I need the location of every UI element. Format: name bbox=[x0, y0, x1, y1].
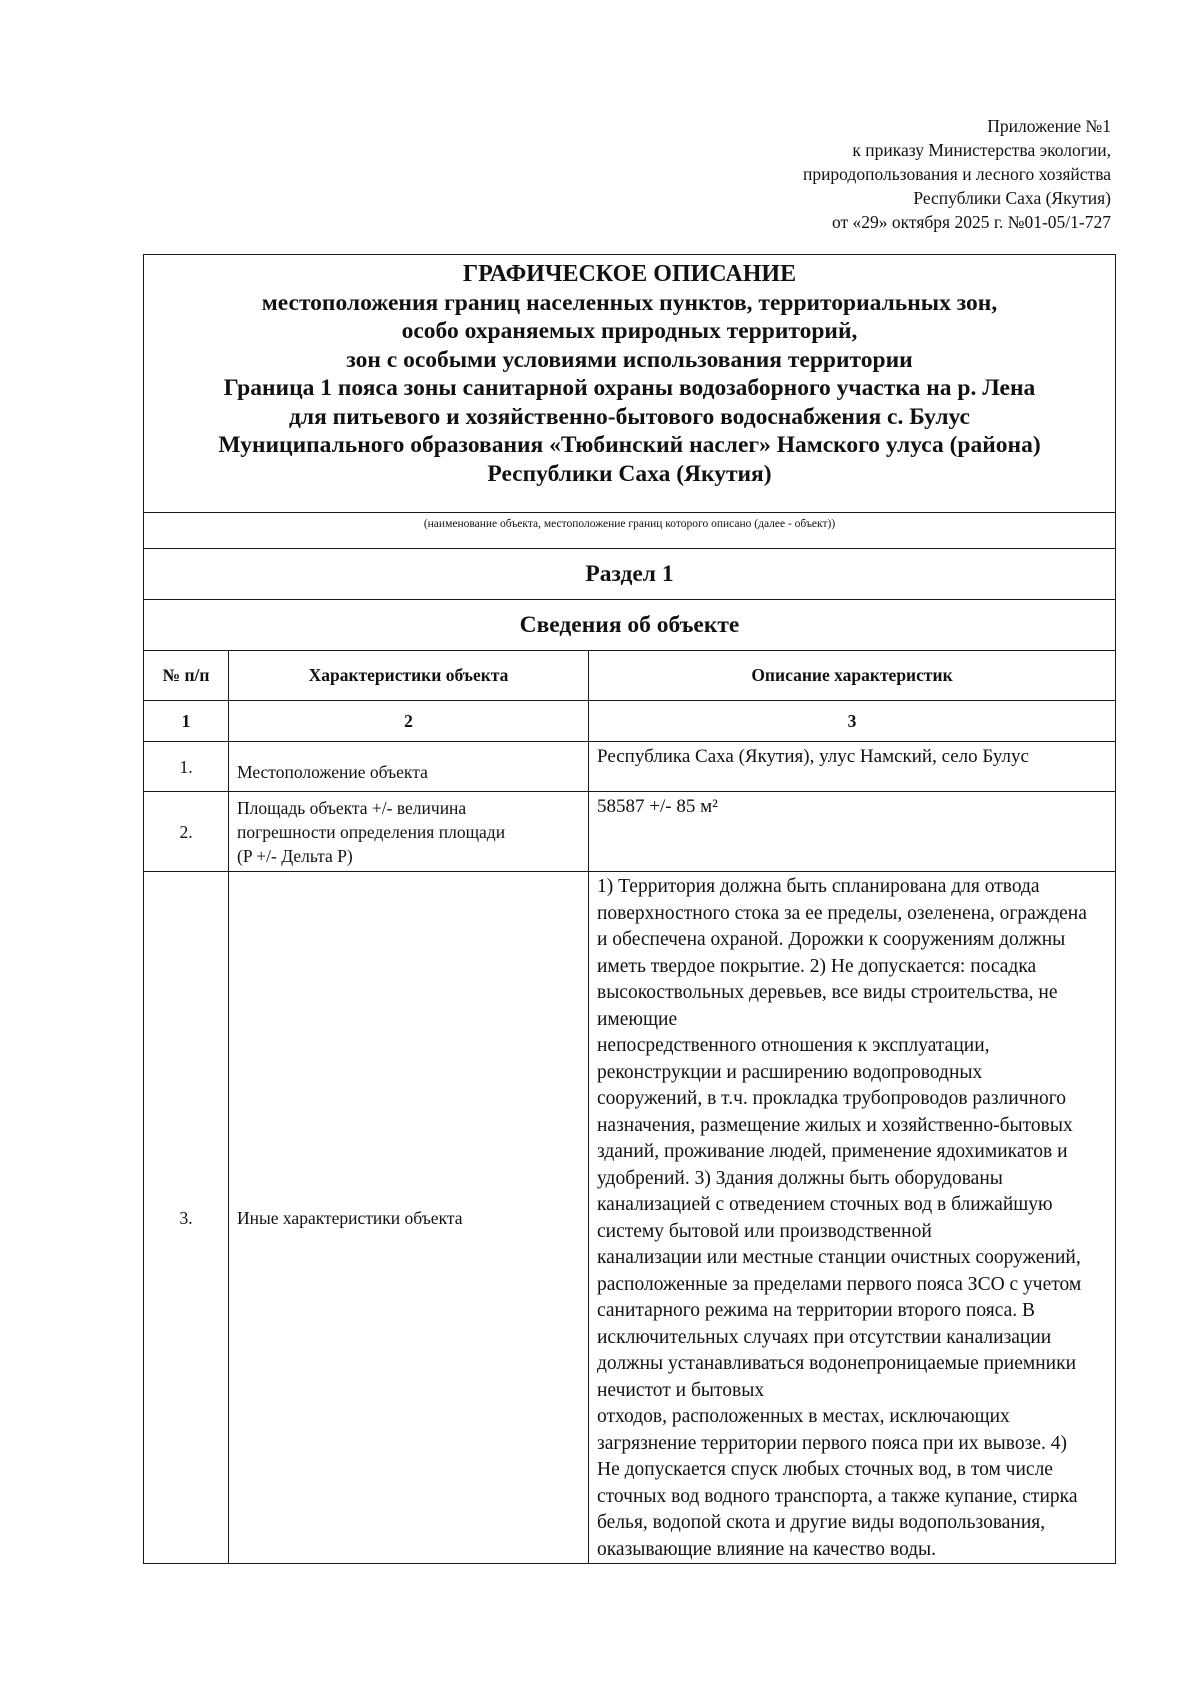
row-characteristic: Местоположение объекта bbox=[229, 742, 589, 791]
table-row bbox=[144, 742, 1115, 792]
title-line: местоположения границ населенных пунктов, территориальных зон, bbox=[261, 289, 998, 316]
description-line: систему бытовой или производственной bbox=[597, 1220, 932, 1242]
title-line: Муниципального образования «Тюбинский наслег» Намского улуса (района) bbox=[218, 432, 1041, 458]
description-line: белья, водопой скота и другие виды водопользования, bbox=[597, 1512, 1046, 1533]
appendix-line: природопользования и лесного хозяйства bbox=[802, 164, 1111, 184]
description-line: канализацией с отведением сточных вод в ближайшую bbox=[597, 1194, 1053, 1215]
table-row bbox=[144, 872, 1115, 1563]
appendix-line: к приказу Министерства экологии, bbox=[852, 140, 1111, 160]
section-name bbox=[144, 549, 1115, 600]
header-cell-description: Описание характеристик bbox=[751, 665, 953, 685]
description-line: сооружений, в т.ч. прокладка трубопроводов различного bbox=[597, 1088, 1066, 1109]
title-block bbox=[144, 255, 1115, 513]
description-line: 1) Территория должна быть спланирована для отвода bbox=[597, 876, 1040, 897]
description-line: оказывающие влияние на качество воды. bbox=[597, 1538, 937, 1560]
description-line: канализации или местные станции очистных сооружений, bbox=[597, 1247, 1081, 1268]
description-line: зданий, проживание людей, применение ядохимикатов и bbox=[597, 1141, 1068, 1162]
description-line: должны устанавливаться водонепроницаемые приемники bbox=[597, 1353, 1077, 1374]
table-row bbox=[144, 792, 1115, 872]
title-caption: (наименование объекта, местоположение границ которого описано (далее - объект)) bbox=[144, 513, 1115, 549]
section-heading bbox=[144, 600, 1115, 651]
description-line: загрязнение территории первого пояса при их вывозе. 4) bbox=[597, 1432, 1067, 1454]
appendix-line: от «29» октября 2025 г. №01-05/1-727 bbox=[831, 212, 1111, 232]
description-line: нечистот и бытовых bbox=[597, 1379, 765, 1401]
row-description bbox=[589, 872, 1115, 1563]
description-line: иметь твердое покрытие. 2) Не допускается: посадка bbox=[597, 955, 1037, 977]
description-line: реконструкции и расширению водопроводных bbox=[597, 1061, 983, 1083]
header-cell-num: № п/п bbox=[144, 651, 229, 700]
description-line: и обеспечена охраной. Дорожки к сооружениям должны bbox=[597, 929, 1066, 950]
row-number: 3. bbox=[144, 872, 229, 1563]
description-document bbox=[143, 254, 1116, 1564]
title-line: для питьевого и хозяйственно-бытового водоснабжения с. Булус bbox=[289, 403, 970, 430]
row-number: 1. bbox=[144, 742, 229, 791]
row-characteristic: Иные характеристики объекта bbox=[229, 872, 589, 1563]
description-line: отходов, расположенных в местах, исключающих bbox=[597, 1406, 1010, 1427]
section-heading-text: Сведения об объекте bbox=[519, 611, 740, 638]
description-line: 58587 +/- 85 м² bbox=[597, 796, 718, 817]
description-line: санитарного режима на территории второго пояса. В bbox=[597, 1300, 1036, 1321]
title-line: Граница 1 пояса зоны санитарной охраны водозаборного участка на р. Лена bbox=[223, 375, 1036, 401]
description-line: сточных вод водного транспорта, а также купание, стирка bbox=[597, 1485, 1078, 1507]
appendix-line: Приложение №1 bbox=[987, 116, 1111, 136]
appendix-line: Республики Саха (Якутия) bbox=[913, 188, 1111, 208]
description-line: имеющие bbox=[597, 1008, 678, 1030]
section-name-text: Раздел 1 bbox=[585, 560, 674, 587]
description-line: высокоствольных деревьев, все виды строительства, не bbox=[597, 982, 1058, 1003]
characteristic-line: Площадь объекта +/- величина bbox=[237, 797, 467, 818]
row-description bbox=[589, 742, 1115, 791]
description-line: исключительных случаях при отсутствии канализации bbox=[597, 1326, 1052, 1348]
document-title: ГРАФИЧЕСКОЕ ОПИСАНИЕ bbox=[462, 261, 797, 287]
characteristic-line: (P +/- Дельта P) bbox=[237, 845, 353, 866]
table-column-number-row bbox=[144, 701, 1115, 742]
appendix-header bbox=[411, 114, 1111, 234]
characteristic-line: погрешности определения площади bbox=[237, 821, 506, 842]
table-header-row bbox=[144, 651, 1115, 701]
column-number-cell: 3 bbox=[847, 710, 857, 731]
description-line: Республика Саха (Якутия), улус Намский, село Булус bbox=[597, 746, 1029, 767]
characteristics-table bbox=[144, 651, 1115, 1563]
title-line: особо охраняемых природных территорий, bbox=[401, 318, 858, 344]
description-line: непосредственного отношения к эксплуатации, bbox=[597, 1035, 990, 1056]
description-line: Не допускается спуск любых сточных вод, в том числе bbox=[597, 1459, 1053, 1480]
row-number: 2. bbox=[144, 792, 229, 871]
column-number-cell: 2 bbox=[229, 701, 589, 741]
title-line: зон с особыми условиями использования территории bbox=[346, 346, 913, 373]
title-line: Республики Саха (Якутия) bbox=[487, 460, 772, 487]
description-line: удобрений. 3) Здания должны быть оборудованы bbox=[597, 1167, 1003, 1189]
header-cell-characteristic: Характеристики объекта bbox=[229, 651, 589, 700]
description-line: назначения, размещение жилых и хозяйственно-бытовых bbox=[597, 1114, 1073, 1136]
column-number-cell: 1 bbox=[144, 701, 229, 741]
row-description bbox=[589, 792, 1115, 871]
description-line: поверхностного стока за ее пределы, озеленена, ограждена bbox=[597, 902, 1087, 924]
row-characteristic bbox=[229, 792, 589, 871]
description-line: расположенные за пределами первого пояса ЗСО с учетом bbox=[597, 1273, 1082, 1295]
